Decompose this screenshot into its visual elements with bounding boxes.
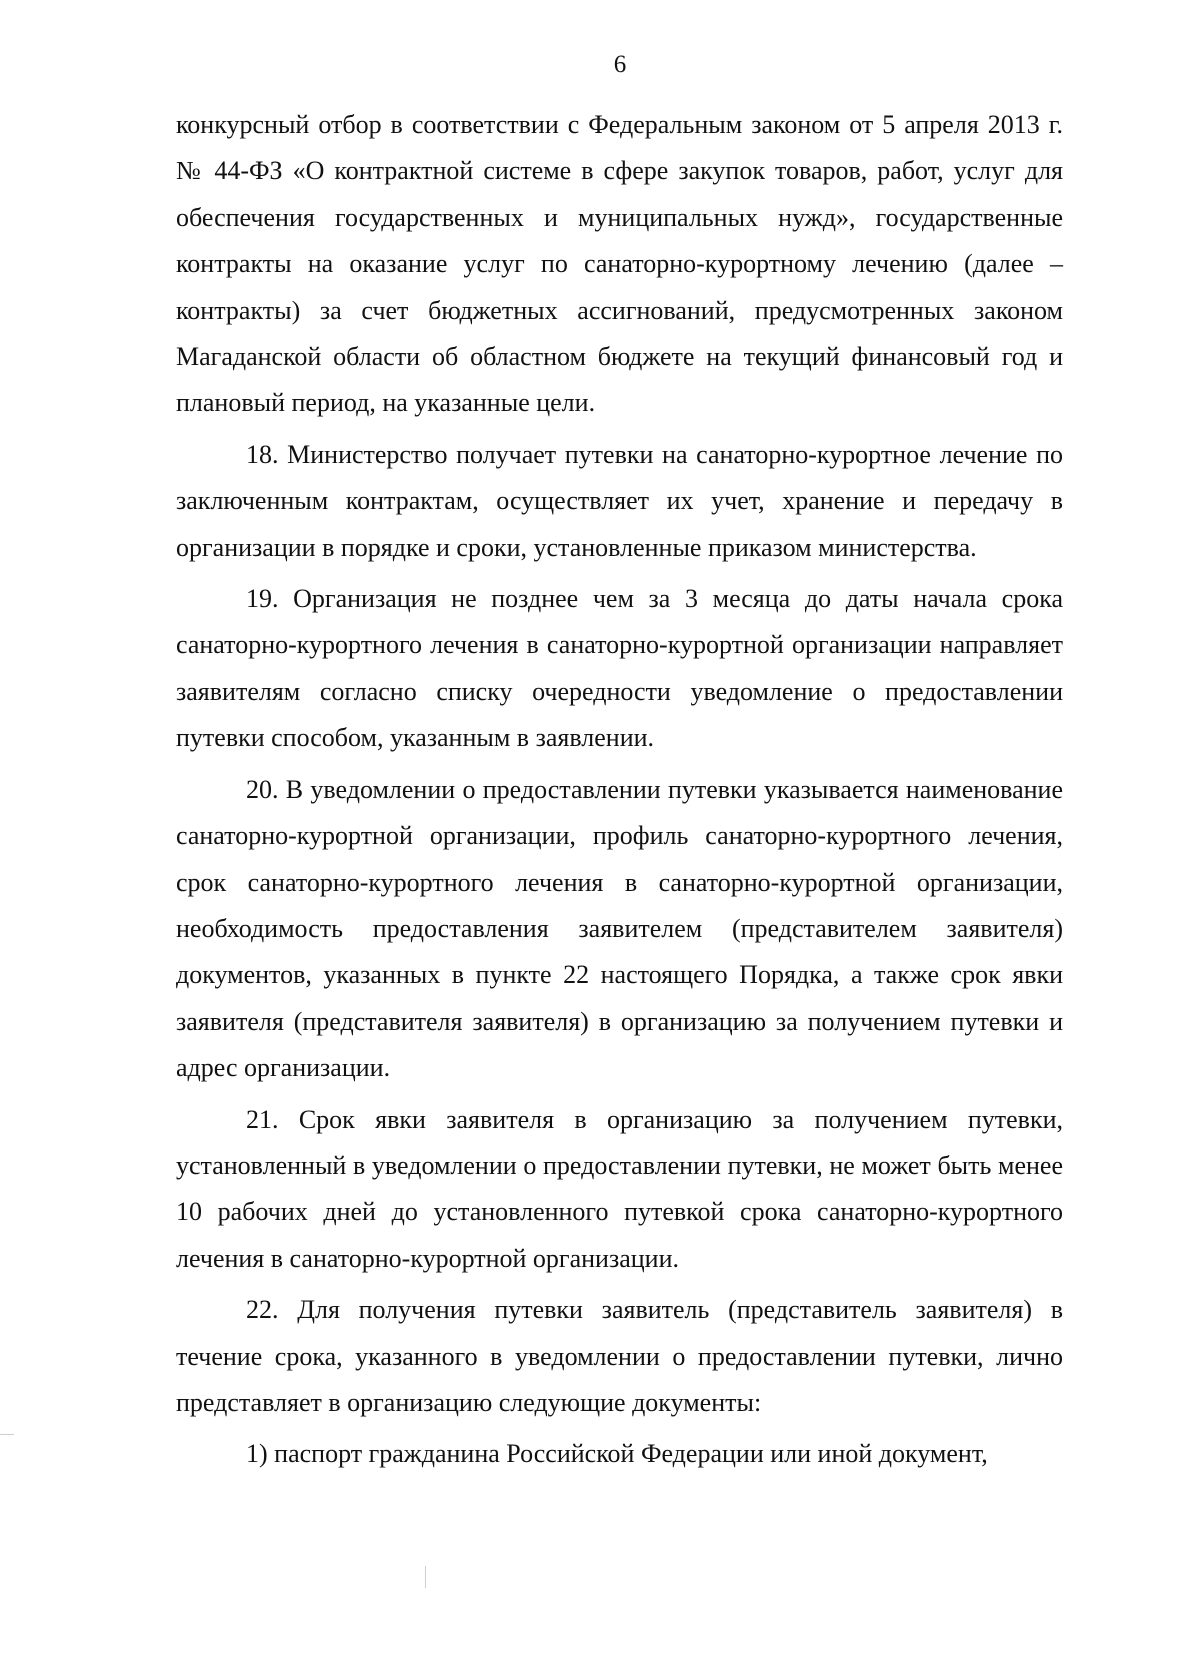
paragraph-22-item-1: 1) паспорт гражданина Российской Федерации или иной документ, bbox=[246, 1439, 988, 1469]
paragraph-18: 18. Министерство получает путевки на санаторно-курортное лечение по заключенным контрактам, осуществляет их учет, хранение и передачу в организации в порядке и сроки, установленные приказом министерства. bbox=[176, 439, 1063, 562]
paragraph-22: 22. Для получения путевки заявитель (представитель заявителя) в течение срока, указанного в уведомлении о предоставлении путевки, лично представляет в организацию следующие документы: bbox=[176, 1295, 1063, 1417]
paragraph-19: 19. Организация не позднее чем за 3 месяца до даты начала срока санаторно-курортного лечения в санаторно-курортной организации направляет заявителям согласно списку очередности уведомление о предоставлении путевки способом, указанным в заявлении. bbox=[176, 584, 1063, 753]
scan-mark-bottom bbox=[425, 1566, 426, 1588]
document-body bbox=[176, 102, 1063, 1478]
paragraph-20: 20. В уведомлении о предоставлении путевки указывается наименование санаторно-курортной организации, профиль санаторно-курортного лечения, срок санаторно-курортного лечения в санаторно-курортной организации, необходимость предоставления заявителем (представителем заявителя) документов, указанных в пункте 22 настоящего Порядка, а также срок явки заявителя (представителя заявителя) в организацию за получением путевки и адрес организации. bbox=[176, 774, 1063, 1083]
scan-mark-left bbox=[0, 1434, 14, 1435]
paragraph-21: 21. Срок явки заявителя в организацию за получением путевки, установленный в уведомлении о предоставлении путевки, не может быть менее 10 рабочих дней до установленного путевкой срока санаторно-курортного лечения в санаторно-курортной организации. bbox=[176, 1104, 1063, 1273]
paragraph-17-continuation: конкурсный отбор в соответствии с Федеральным законом от 5 апреля 2013 г. № 44-ФЗ «О контрактной системе в сфере закупок товаров, работ, услуг для обеспечения государственных и муниципальных нужд», государственные контракты на оказание услуг по санаторно-курортному лечению (далее – контракты) за счет бюджетных ассигнований, предусмотренных законом Магаданской области об областном бюджете на текущий финансовый год и плановый период, на указанные цели. bbox=[176, 110, 1063, 418]
page-number: 6 bbox=[613, 51, 627, 78]
